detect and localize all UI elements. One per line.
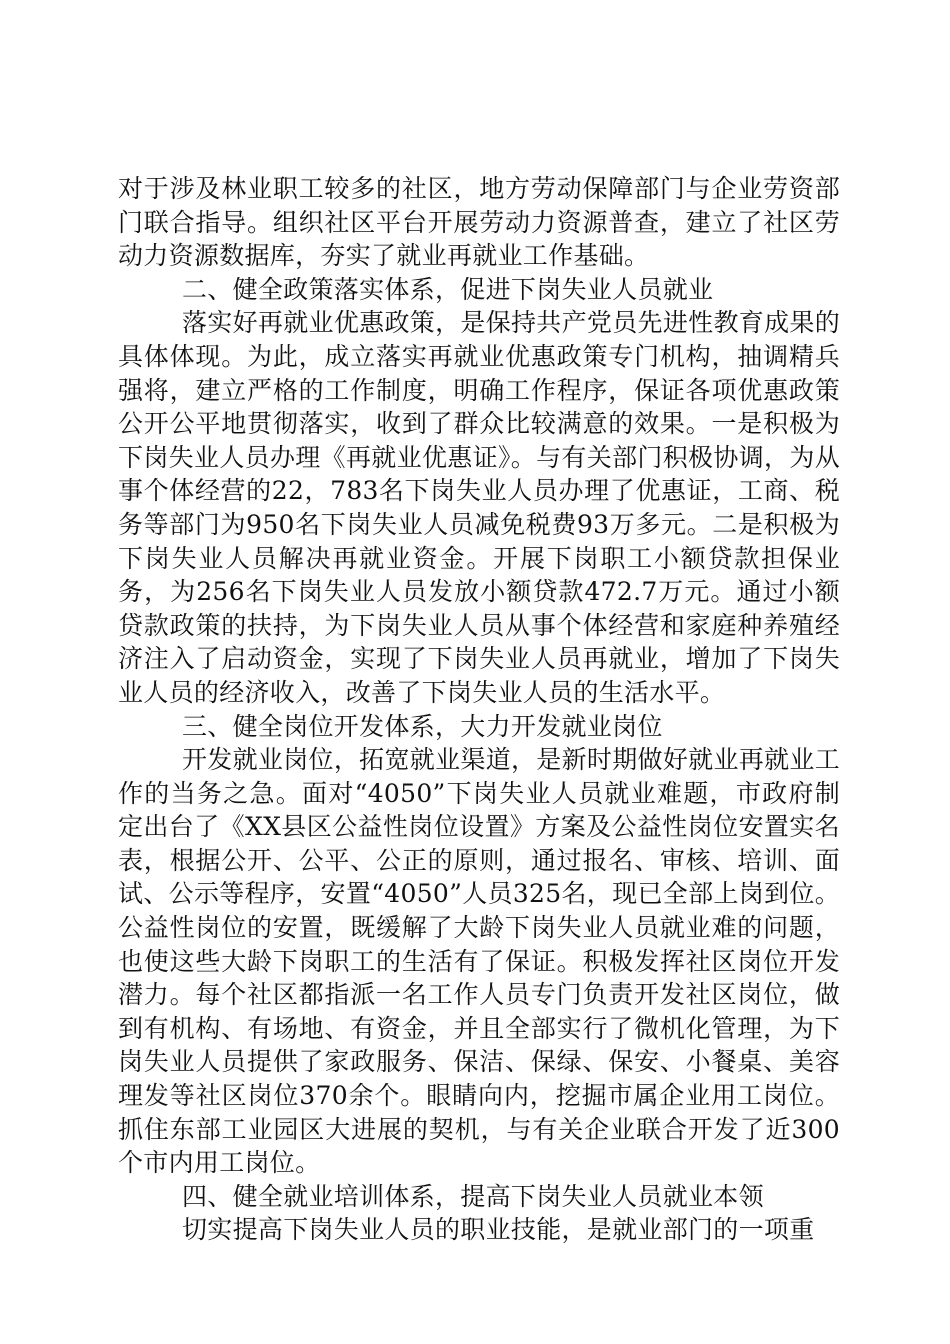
section-heading-3: 三、健全岗位开发体系，大力开发就业岗位 (182, 711, 663, 741)
paragraph-jobs: 开发就业岗位，拓宽就业渠道，是新时期做好就业再就业工作的当务之急。面对“4050”下岗失业人员就业难题，市政府制定出台了《XX县区公益性岗位设置》方案及公益性岗位安置实名表，根据公开、公平、公正的原则，通过报名、审核、培训、面试、公示等程序，安置“4050”人员325名，现已全部上岗到位。公益性岗位的安置，既缓解了大龄下岗失业人员就业难的问题，也使这些大龄下岗职工的生活有了保证。积极发挥社区岗位开发潜力。每个社区都指派一名工作人员专门负责开发社区岗位，做到有机构、有场地、有资金，并且全部实行了微机化管理，为下岗失业人员提供了家政服务、保洁、保绿、保安、小餐桌、美容理发等社区岗位370余个。眼睛向内，挖掘市属企业用工岗位。抓住东部工业园区大进展的契机，与有关企业联合开发了近300个市内用工岗位。 (118, 745, 840, 1178)
document-body (118, 172, 840, 1247)
paragraph-continuation: 对于涉及林业职工较多的社区，地方劳动保障部门与企业劳资部门联合指导。组织社区平台开展劳动力资源普查，建立了社区劳动力资源数据库，夯实了就业再就业工作基础。 (118, 174, 840, 271)
section-heading-4: 四、健全就业培训体系，提高下岗失业人员就业本领 (182, 1181, 764, 1211)
paragraph-policy: 落实好再就业优惠政策，是保持共产党员先进性教育成果的具体体现。为此，成立落实再就业优惠政策专门机构，抽调精兵强将，建立严格的工作制度，明确工作程序，保证各项优惠政策公开公平地贯彻落实，收到了群众比较满意的效果。一是积极为下岗失业人员办理《再就业优惠证》。与有关部门积极协调，为从事个体经营的22，783名下岗失业人员办理了优惠证，工商、税务等部门为950名下岗失业人员减免税费93万多元。二是积极为下岗失业人员解决再就业资金。开展下岗职工小额贷款担保业务，为256名下岗失业人员发放小额贷款472.7万元。通过小额贷款政策的扶持，为下岗失业人员从事个体经营和家庭种养殖经济注入了启动资金，实现了下岗失业人员再就业，增加了下岗失业人员的经济收入，改善了下岗失业人员的生活水平。 (118, 308, 840, 707)
paragraph-training: 切实提高下岗失业人员的职业技能，是就业部门的一项重 (182, 1215, 815, 1245)
section-heading-2: 二、健全政策落实体系，促进下岗失业人员就业 (182, 274, 714, 304)
